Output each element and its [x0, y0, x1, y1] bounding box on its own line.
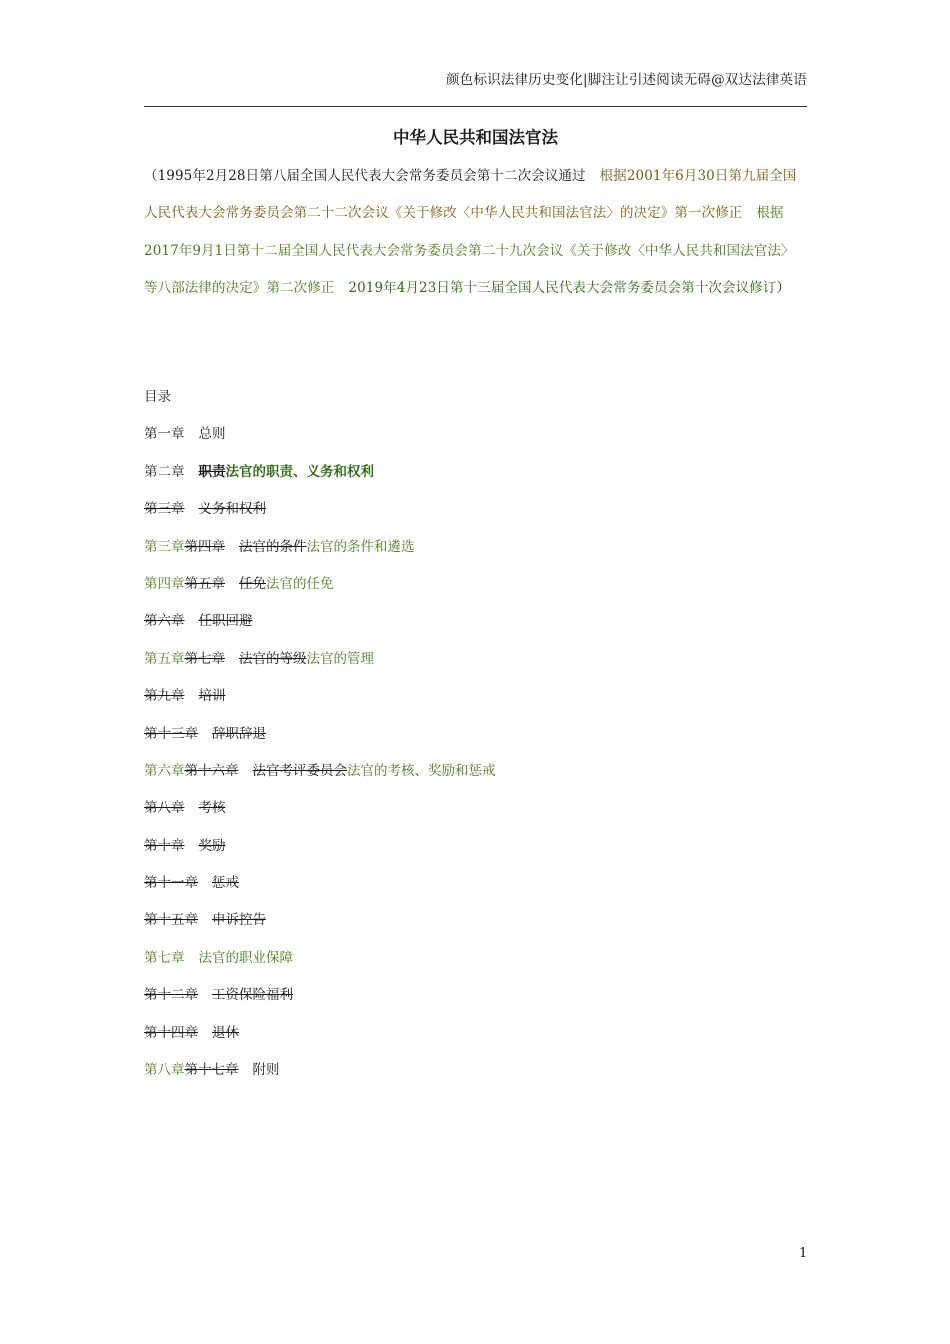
toc-deleted-title: 退休: [212, 1024, 239, 1041]
toc-deleted-num: 第五章: [184, 575, 225, 592]
toc-title: 法官的任免: [266, 575, 334, 592]
intro-first-amendment: 根据2001年6月30日第九届全国人民代表大会常务委员会第二十二次会议《关于修改〈中华人民共和国法官法〉的决定》第一次修正: [144, 168, 797, 222]
header-rule: [144, 106, 807, 107]
toc-heading: 目录: [144, 389, 171, 405]
document-page: [144, 0, 807, 1344]
toc-num: 第一章: [144, 426, 185, 443]
toc-deleted-num: 第十四章: [144, 1024, 198, 1041]
toc-deleted-num: 第十三章: [144, 725, 198, 742]
toc-deleted-num: 第十六章: [184, 762, 239, 779]
toc-new-num: 第七章: [144, 949, 185, 966]
toc-new-num: 第五章: [144, 650, 185, 667]
toc-new-num: 第八章: [144, 1062, 185, 1079]
toc-title: 法官的管理: [306, 650, 374, 667]
toc-item-old-ch8: [144, 796, 807, 833]
toc-deleted-title: 法官的条件: [239, 538, 307, 555]
intro-close: ）: [776, 280, 791, 297]
toc-new-num: 第三章: [144, 538, 185, 555]
page-number: 1: [799, 1246, 808, 1261]
toc-deleted-num: 第九章: [144, 688, 185, 705]
toc-deleted-title: 职责: [198, 463, 226, 480]
toc-item-old-ch11: [144, 871, 807, 908]
toc-deleted-title: 任职回避: [198, 613, 253, 630]
toc-item-old-ch14: [144, 1021, 807, 1058]
toc-deleted-title: 考核: [198, 800, 226, 817]
toc-item-old-ch15: [144, 908, 807, 945]
toc-item-old-ch12: [144, 983, 807, 1020]
intro-revision: 2019年4月23日第十三届全国人民代表大会常务委员会第十次会议修订: [348, 280, 777, 297]
table-of-contents: [144, 385, 807, 1095]
toc-deleted-title: 义务和权利: [198, 501, 266, 518]
toc-deleted-title: 工资保险福利: [212, 987, 293, 1004]
toc-new-num: 第四章: [144, 575, 185, 592]
toc-deleted-num: 第三章: [144, 501, 185, 518]
toc-deleted-num: 第十七章: [184, 1062, 239, 1079]
toc-deleted-title: 法官的等级: [239, 650, 307, 667]
toc-deleted-num: 第八章: [144, 800, 185, 817]
toc-title: 法官的职责、义务和权利: [225, 463, 374, 480]
toc-deleted-title: 培训: [198, 688, 226, 705]
toc-title: 法官的职业保障: [198, 949, 293, 966]
toc-item-old-ch3: [144, 497, 807, 534]
toc-item-old-ch10: [144, 834, 807, 871]
toc-deleted-title: 法官考评委员会: [252, 762, 347, 779]
toc-title: 附则: [252, 1062, 280, 1079]
toc-item-old-ch9: [144, 684, 807, 721]
toc-deleted-num: 第十一章: [144, 875, 198, 892]
toc-deleted-title: 惩戒: [212, 875, 239, 892]
intro-second-amendment: 根据2017年9月1日第十二届全国人民代表大会常务委员会第二十九次会议《关于修改〈中华人民共和国法官法〉等八部法律的决定》第二次修正: [144, 205, 795, 297]
toc-item-ch2: [144, 460, 807, 497]
toc-item-ch5: [144, 647, 807, 684]
toc-deleted-num: 第七章: [184, 650, 225, 667]
toc-deleted-num: 第十章: [144, 837, 185, 854]
toc-num: 第二章: [144, 463, 185, 480]
document-title: 中华人民共和国法官法: [393, 128, 558, 147]
toc-item-ch8: [144, 1058, 807, 1095]
toc-deleted-title: 申诉控告: [212, 912, 266, 929]
intro-adopted: （1995年2月28日第八届全国人民代表大会常务委员会第十二次会议通过: [144, 168, 586, 184]
toc-item-old-ch13: [144, 722, 807, 759]
toc-deleted-title: 任免: [239, 575, 266, 592]
toc-item-ch4: [144, 572, 807, 609]
toc-deleted-title: 辞职辞退: [212, 725, 266, 742]
toc-item-ch1: [144, 422, 807, 459]
toc-deleted-title: 奖励: [198, 837, 226, 854]
toc-item-ch7: [144, 946, 807, 983]
toc-item-ch3: [144, 535, 807, 572]
amendment-history: [144, 158, 807, 308]
toc-deleted-num: 第四章: [184, 538, 225, 555]
toc-deleted-num: 第十五章: [144, 912, 198, 929]
page-header: 颜色标识法律历史变化|脚注让引述阅读无碍@双达法律英语: [446, 72, 807, 88]
toc-item-ch6: [144, 759, 807, 796]
toc-title: 法官的条件和遴选: [306, 538, 415, 555]
toc-title: 法官的考核、奖励和惩戒: [347, 762, 496, 779]
toc-deleted-num: 第六章: [144, 613, 185, 630]
toc-title: 总则: [198, 426, 226, 443]
toc-deleted-num: 第十二章: [144, 987, 198, 1004]
toc-new-num: 第六章: [144, 762, 185, 779]
toc-item-old-ch6: [144, 609, 807, 646]
